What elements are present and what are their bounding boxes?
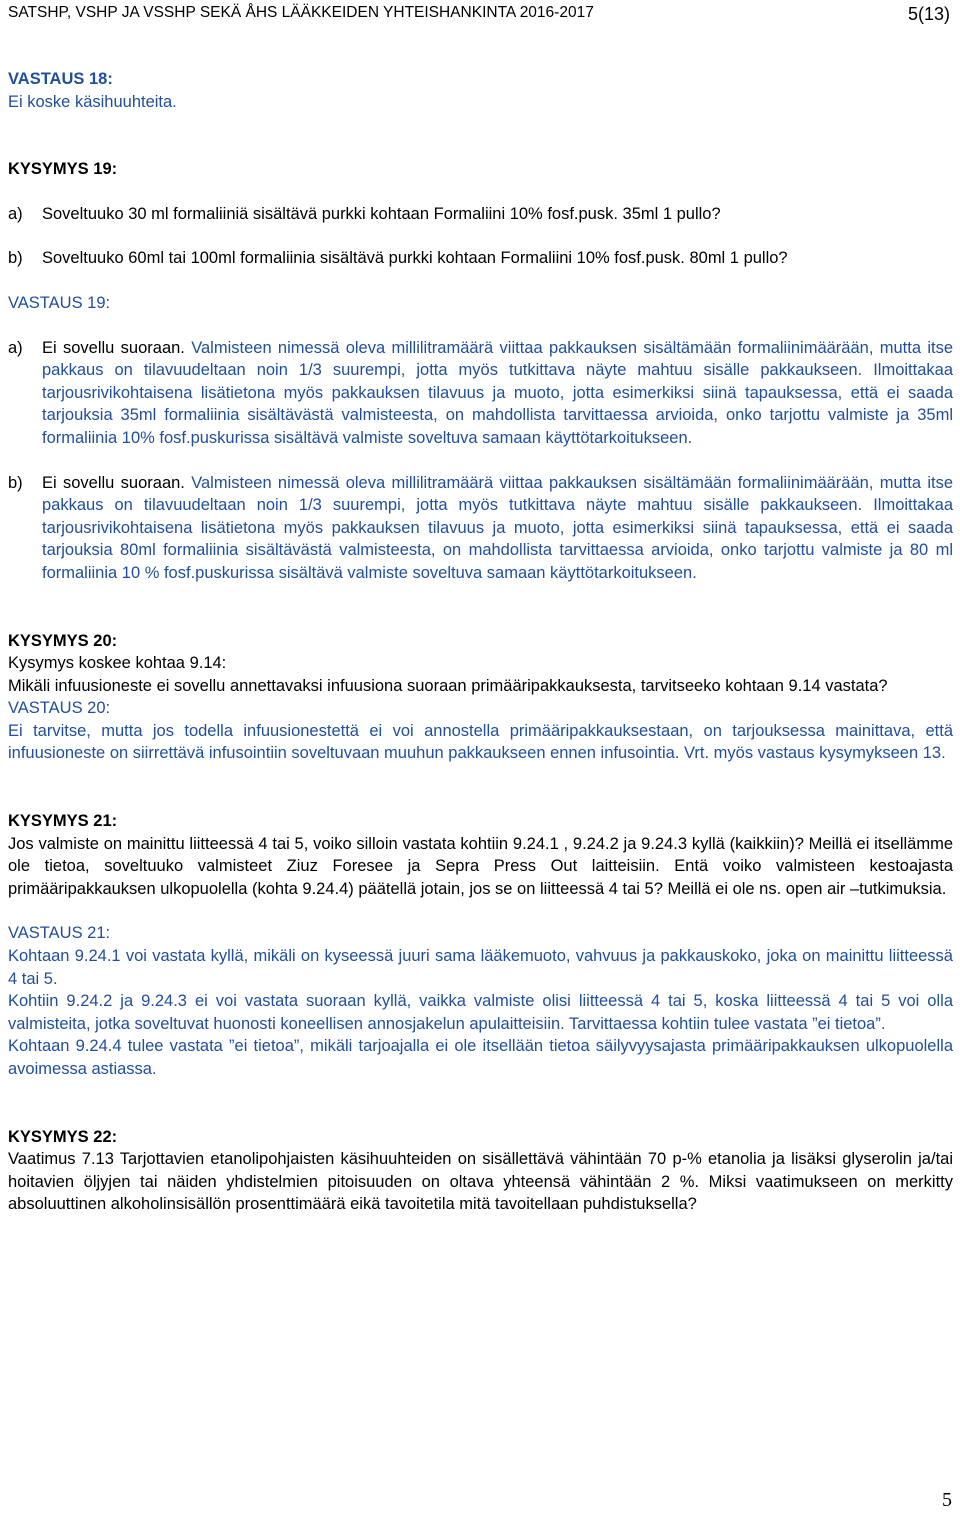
answer-18-heading: VASTAUS 18: [8, 70, 113, 88]
question-20-line1: Kysymys koskee kohtaa 9.14: [8, 654, 227, 673]
document-body [8, 68, 953, 1216]
question-19-heading: KYSYMYS 19: [8, 160, 118, 179]
item-text: Soveltuuko 30 ml formaliiniä sisältävä purkki kohtaan Formaliini 10% fosf.pusk. 35ml 1 pullo? [42, 204, 721, 223]
answer-19-b-text: Valmisteen nimessä oleva millilitramäärä viittaa pakkauksen sisältämään formaliinimäärään, mutta itse pakkaus on tilavuudeltaan noin 1/3 suurempi, jotta myös tutkittava näyte mahtuu sisälle pakkaukseen. Ilmoittakaa tarjousrivikohtaisena lisätietona myös pakkauksen tilavuus ja muoto, jotta esimerkiksi siinä tapauksessa, että ei saada tarjouksia 80ml formaliinia sisältävästä valmisteesta, on mahdollista tarvittaessa arvioida, onko tarjottu valmiste ja 80 ml formaliinia 10 % fosf.puskurissa sisältävä valmiste soveltuva samaan käyttötarkoitukseen. [42, 473, 953, 582]
item-label: a) [8, 338, 23, 357]
header-title: SATSHP, VSHP JA VSSHP SEKÄ ÅHS LÄÄKKEIDEN YHTEISHANKINTA 2016-2017 [8, 4, 594, 21]
item-text: Soveltuuko 60ml tai 100ml formaliinia sisältävä purkki kohtaan Formaliini 10% fosf.pusk. 80ml 1 pullo? [42, 249, 788, 268]
question-20-line2: Mikäli infuusioneste ei sovellu annettavaksi infuusiona suoraan primääripakkauksesta, tarvitseeko kohtaan 9.14 vastata? [8, 676, 888, 695]
answer-19-heading: VASTAUS 19: [8, 293, 111, 312]
answer-21-p1: Kohtaan 9.24.1 voi vastata kyllä, mikäli on kyseessä juuri sama lääkemuoto, vahvuus ja pakkauskoko, joka on mainittu liitteessä 4 tai 5. [8, 947, 953, 988]
answer-21-p2: Kohtiin 9.24.2 ja 9.24.3 ei voi vastata suoraan kyllä, vaikka valmiste olisi liitteessä 4 tai 5, koska liitteessä 4 tai 5 voi olla valmisteita, jotka soveltuvat huonosti koneellisen annosjakelun apulaitteisiin. Tarvittaessa kohtiin tulee vastata ”ei tietoa”. [8, 992, 953, 1033]
question-19-a [8, 203, 953, 226]
answer-18-text: Ei koske käsihuuhteita. [8, 92, 177, 111]
answer-19-a-lead: Ei sovellu suoraan. [42, 338, 185, 357]
answer-19-a [8, 337, 953, 450]
header-page: 5(13) [907, 4, 950, 24]
item-label: b) [8, 249, 23, 268]
item-label: b) [8, 473, 23, 492]
question-19-b [8, 247, 953, 270]
answer-19-b [8, 472, 953, 585]
answer-21-heading: VASTAUS 21: [8, 924, 111, 943]
answer-20-text: Ei tarvitse, mutta jos todella infuusionestettä ei voi annostella primääripakkauksestaan, on tarjouksessa mainittava, että infuusioneste on siirrettävä infusointiin soveltuvaan muuhun pakkaukseen ennen infusointia. Vrt. myös vastaus kysymykseen 13. [8, 721, 953, 763]
answer-19-b-lead: Ei sovellu suoraan. [42, 473, 185, 492]
answer-21-p3: Kohtaan 9.24.4 tulee vastata ”ei tietoa”, mikäli tarjoajalla ei ole itsellään tietoa säilyvyysajasta primääripakkauksen ulkopuolella avoimessa astiassa. [8, 1037, 953, 1078]
question-21-text: Jos valmiste on mainittu liitteessä 4 tai 5, voiko silloin vastata kohtiin 9.24.1 , 9.24.2 ja 9.24.3 kyllä (kaikkiin)? Meillä ei itsellämme ole tietoa, soveltuuko valmisteet Ziuz Foresee ja Sepra Press Out laitteisiin. Entä voiko valmisteen kestoajasta primääripakkauksen ulkopuolella (kohta 9.24.4) päätellä jotain, jos se on liitteessä 4 tai 5? Meillä ei ole ns. open air –tutkimuksia. [8, 834, 953, 898]
answer-19-a-text: Valmisteen nimessä oleva millilitramäärä viittaa pakkauksen sisältämään formaliinimäärään, mutta itse pakkaus on tilavuudeltaan noin 1/3 suurempi, jotta myös tutkittava näyte mahtuu sisälle pakkaukseen. Ilmoittakaa tarjousrivikohtaisena lisätietona myös pakkauksen tilavuus ja muoto, jotta esimerkiksi siinä tapauksessa, että ei saada tarjouksia 35ml formaliinia sisältävästä valmisteesta, on mahdollista tarvittaessa arvioida, onko tarjottu valmiste ja 35ml formaliinia 10% fosf.puskurissa sisältävä valmiste soveltuva samaan käyttötarkoitukseen. [42, 338, 953, 447]
question-22-text: Vaatimus 7.13 Tarjottavien etanolipohjaisten käsihuuhteiden on sisällettävä vähintään 70 p-% etanolia ja lisäksi glyserolin ja/tai hoitavien öljyjen tai näiden yhdistelmien pitoisuuden on oltava yhteensä vähintään 2 %. Miksi vaatimukseen on merkitty absoluuttinen alkoholinsisällön prosenttimäärä eikä tavoitetila mitä tavoitellaan puhdistuksella? [8, 1150, 953, 1214]
item-label: a) [8, 204, 23, 223]
question-22-heading: KYSYMYS 22: [8, 1127, 118, 1146]
question-21-heading: KYSYMYS 21: [8, 812, 118, 831]
answer-20-heading: VASTAUS 20: [8, 699, 111, 718]
page-number: 5 [942, 1489, 952, 1511]
question-20-heading: KYSYMYS 20: [8, 631, 118, 650]
